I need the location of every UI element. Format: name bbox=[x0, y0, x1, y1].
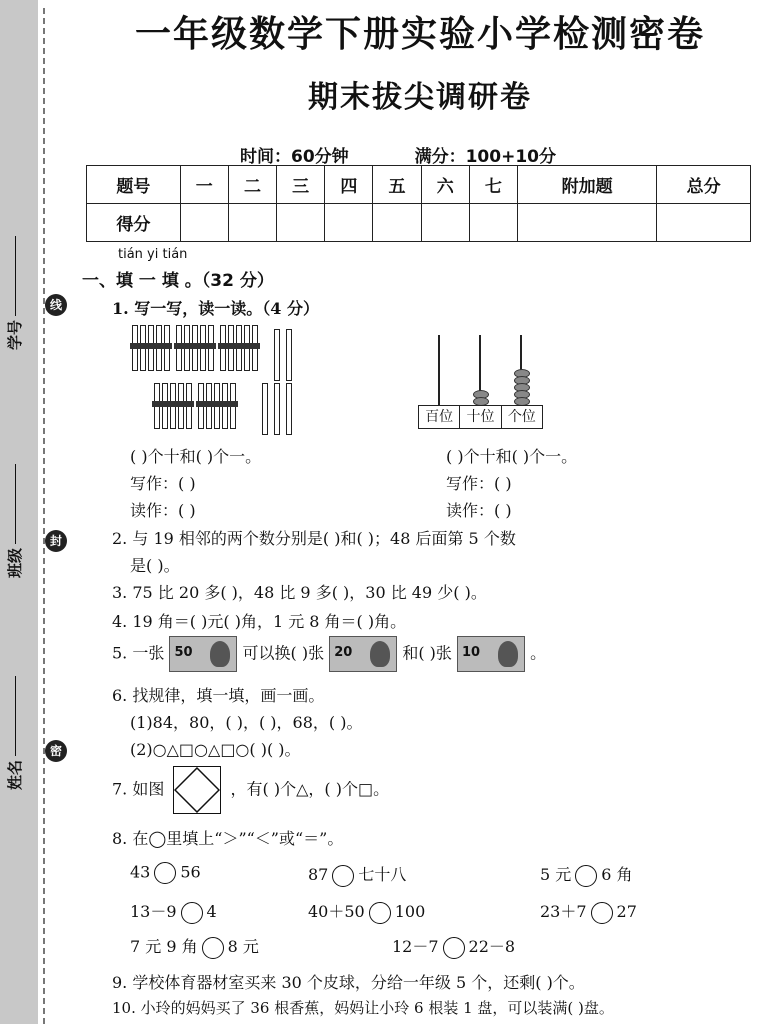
square-diamond-figure bbox=[173, 766, 221, 814]
q1-write-left[interactable]: 写作：( ) bbox=[130, 474, 196, 493]
header-cell: 四 bbox=[325, 166, 373, 204]
student-id-field: 学号 bbox=[4, 236, 25, 350]
q2-line2[interactable]: 是( )。 bbox=[130, 556, 180, 575]
ten-bundle bbox=[130, 325, 170, 369]
ten-bundle bbox=[196, 383, 236, 427]
header-cell: 附加题 bbox=[518, 166, 657, 204]
compare-circle[interactable] bbox=[443, 937, 465, 959]
q2-line1[interactable]: 2. 与 19 相邻的两个数分别是( )和( )；48 后面第 5 个数 bbox=[112, 529, 516, 548]
q9-text[interactable]: 9. 学校体育器材室买来 30 个皮球，分给一年级 5 个，还剩( )个。 bbox=[112, 973, 585, 992]
header-cell: 七 bbox=[469, 166, 517, 204]
score-cell[interactable] bbox=[180, 204, 228, 242]
q1-text: 1. 写一写，读一读。（4 分） bbox=[112, 299, 319, 318]
score-value-row bbox=[87, 204, 751, 242]
class-underline[interactable] bbox=[15, 464, 16, 544]
q4-text[interactable]: 4. 19 角＝( )元( )角，1 元 8 角＝( )角。 bbox=[112, 612, 407, 631]
compare-item: 5 元 6 角 bbox=[540, 862, 633, 887]
q10-text[interactable]: 10. 小玲的妈妈买了 36 根香蕉，妈妈让小玲 6 根装 1 盘，可以装满( )盘。 bbox=[112, 999, 614, 1017]
q5-line bbox=[112, 636, 546, 672]
score-table bbox=[86, 165, 751, 242]
single-stick bbox=[274, 383, 280, 435]
page-title: 一年级数学下册实验小学检测密卷 bbox=[134, 14, 705, 55]
abacus-figure bbox=[418, 335, 543, 430]
score-cell[interactable] bbox=[228, 204, 276, 242]
ten-bundle bbox=[218, 325, 258, 369]
abacus-place-labels bbox=[418, 405, 543, 429]
single-stick bbox=[262, 383, 268, 435]
compare-circle[interactable] bbox=[202, 937, 224, 959]
score-cell[interactable] bbox=[325, 204, 373, 242]
q1-right-blank[interactable]: ( )个十和( )个一。 bbox=[446, 447, 578, 466]
abacus-label: 百位 bbox=[419, 406, 460, 428]
compare-item: 23＋7 27 bbox=[540, 899, 637, 924]
header-cell: 题号 bbox=[87, 166, 181, 204]
bill-20-icon: 20 bbox=[329, 636, 397, 672]
abacus-rod-hundreds bbox=[438, 335, 440, 405]
score-cell[interactable] bbox=[421, 204, 469, 242]
header-cell: 一 bbox=[180, 166, 228, 204]
q6-part2[interactable]: (2)○△□○△□○( )( )。 bbox=[130, 740, 301, 759]
q1-read-right[interactable]: 读作：( ) bbox=[446, 501, 512, 520]
compare-item: 87 七十八 bbox=[308, 862, 406, 887]
q8-text: 8. 在◯里填上“＞”“＜”或“＝”。 bbox=[112, 829, 344, 848]
exam-time: 时间：60分钟 bbox=[240, 147, 349, 167]
header-cell: 五 bbox=[373, 166, 421, 204]
score-cell[interactable] bbox=[277, 204, 325, 242]
class-field: 班级 bbox=[4, 464, 25, 578]
single-stick bbox=[274, 329, 280, 381]
ten-bundle bbox=[174, 325, 214, 369]
seal-seal: 封 bbox=[45, 530, 67, 552]
q3-text[interactable]: 3. 75 比 20 多( )，48 比 9 多( )，30 比 49 少( )。 bbox=[112, 583, 487, 602]
name-field: 姓名 bbox=[4, 676, 25, 790]
exam-full-score: 满分：100+10分 bbox=[414, 147, 556, 167]
compare-circle[interactable] bbox=[575, 865, 597, 887]
score-header-row bbox=[87, 166, 751, 204]
q7-prefix: 7. 如图 bbox=[112, 779, 165, 799]
compare-item: 7 元 9 角 8 元 bbox=[130, 934, 259, 959]
exam-meta bbox=[240, 142, 616, 167]
q1-read-left[interactable]: 读作：( ) bbox=[130, 501, 196, 520]
q7-line bbox=[112, 766, 389, 814]
score-cell[interactable] bbox=[469, 204, 517, 242]
q6-text: 6. 找规律，填一填，画一画。 bbox=[112, 686, 325, 705]
seal-secret: 密 bbox=[45, 740, 67, 762]
q5-prefix: 5. 一张 bbox=[112, 643, 165, 663]
student-id-underline[interactable] bbox=[15, 236, 16, 316]
single-stick bbox=[286, 329, 292, 381]
single-stick bbox=[286, 383, 292, 435]
score-cell[interactable] bbox=[657, 204, 751, 242]
compare-item: 43 56 bbox=[130, 862, 201, 884]
bill-10-icon: 10 bbox=[457, 636, 525, 672]
q5-end: 。 bbox=[530, 643, 547, 663]
stick-bundles-figure bbox=[130, 325, 300, 435]
seal-line: 线 bbox=[45, 294, 67, 316]
compare-circle[interactable] bbox=[591, 902, 613, 924]
q5-mid2[interactable]: 和( )张 bbox=[402, 643, 452, 663]
header-cell: 六 bbox=[421, 166, 469, 204]
header-cell: 三 bbox=[277, 166, 325, 204]
section-title: 一、填 一 填 。（32 分） bbox=[82, 271, 274, 291]
name-underline[interactable] bbox=[15, 676, 16, 756]
compare-item: 40＋50 100 bbox=[308, 899, 425, 924]
q7-suffix[interactable]: ，有( )个△，( )个□。 bbox=[230, 779, 390, 799]
compare-circle[interactable] bbox=[332, 865, 354, 887]
page-subtitle: 期末拔尖调研卷 bbox=[308, 80, 532, 115]
score-cell[interactable] bbox=[518, 204, 657, 242]
abacus-label: 十位 bbox=[460, 406, 501, 428]
bill-50-icon: 50 bbox=[169, 636, 237, 672]
compare-item: 12－7 22－8 bbox=[392, 934, 515, 959]
q1-left-blank[interactable]: ( )个十和( )个一。 bbox=[130, 447, 262, 466]
q6-part1[interactable]: (1)84，80，( )，( )，68，( )。 bbox=[130, 713, 363, 732]
score-row-label: 得分 bbox=[87, 204, 181, 242]
compare-circle[interactable] bbox=[369, 902, 391, 924]
ten-bundle bbox=[152, 383, 192, 427]
section-pinyin: tián yi tián bbox=[118, 247, 188, 262]
q1-write-right[interactable]: 写作：( ) bbox=[446, 474, 512, 493]
q5-mid1[interactable]: 可以换( )张 bbox=[242, 643, 325, 663]
header-cell: 二 bbox=[228, 166, 276, 204]
compare-circle[interactable] bbox=[154, 862, 176, 884]
score-cell[interactable] bbox=[373, 204, 421, 242]
compare-circle[interactable] bbox=[181, 902, 203, 924]
cut-line bbox=[43, 8, 45, 1024]
abacus-label: 个位 bbox=[507, 409, 536, 425]
compare-item: 13－9 4 bbox=[130, 899, 217, 924]
header-cell: 总分 bbox=[657, 166, 751, 204]
